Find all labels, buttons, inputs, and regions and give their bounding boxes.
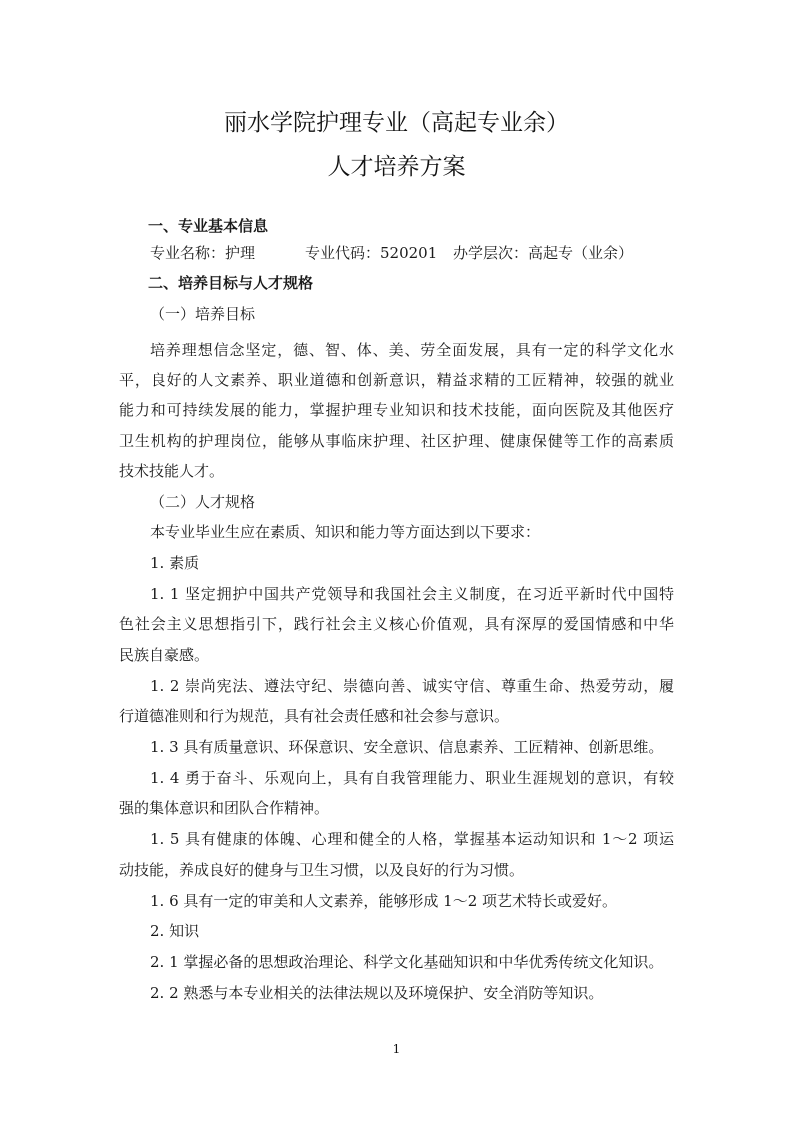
knowledge-heading: 2. 知识 xyxy=(150,922,200,940)
goal-line: 技术技能人才。 xyxy=(119,462,225,480)
goal-line: 平，良好的人文素养、职业道德和创新意识，精益求精的工匠精神，较强的就业 xyxy=(119,371,674,389)
quality-item: 行道德准则和行为规范，具有社会责任感和社会参与意识。 xyxy=(119,707,510,725)
quality-item: 1. 3 具有质量意识、环保意识、安全意识、信息素养、工匠精神、创新思维。 xyxy=(150,738,664,756)
quality-item: 民族自豪感。 xyxy=(119,646,210,664)
quality-item: 1. 6 具有一定的审美和人文素养，能够形成 1～2 项艺术特长或爱好。 xyxy=(150,892,618,910)
page-number: 1 xyxy=(392,1042,401,1056)
subsection-spec: （二）人才规格 xyxy=(150,493,256,511)
goal-line: 培养理想信念坚定，德、智、体、美、劳全面发展，具有一定的科学文化水 xyxy=(150,341,674,359)
section1-heading: 一、专业基本信息 xyxy=(148,217,269,235)
quality-item: 1. 4 勇于奋斗、乐观向上，具有自我管理能力、职业生涯规划的意识，有较 xyxy=(150,769,674,787)
section2-heading: 二、培养目标与人才规格 xyxy=(148,274,314,292)
subsection-goal: （一）培养目标 xyxy=(150,305,256,323)
knowledge-item: 2. 2 熟悉与本专业相关的法律法规以及环境保护、安全消防等知识。 xyxy=(150,984,604,1002)
spec-intro: 本专业毕业生应在素质、知识和能力等方面达到以下要求： xyxy=(150,523,541,541)
quality-item: 色社会主义思想指引下，践行社会主义核心价值观，具有深厚的爱国情感和中华 xyxy=(119,615,674,633)
goal-line: 卫生机构的护理岗位，能够从事临床护理、社区护理、健康保健等工作的高素质 xyxy=(119,432,674,450)
quality-item: 1. 5 具有健康的体魄、心理和健全的人格，掌握基本运动知识和 1～2 项运 xyxy=(150,830,674,848)
education-level: 办学层次：高起专（业余） xyxy=(453,244,634,262)
major-code: 专业代码：520201 xyxy=(305,244,438,262)
basic-info-row xyxy=(150,243,633,263)
quality-item: 动技能，养成良好的健身与卫生习惯，以及良好的行为习惯。 xyxy=(119,861,525,879)
document-subtitle: 人才培养方案 xyxy=(327,154,466,180)
quality-item: 1. 1 坚定拥护中国共产党领导和我国社会主义制度，在习近平新时代中国特 xyxy=(150,585,674,603)
quality-item: 强的集体意识和团队合作精神。 xyxy=(119,799,330,817)
goal-line: 能力和可持续发展的能力，掌握护理专业知识和技术技能，面向医院及其他医疗 xyxy=(119,401,674,419)
major-name: 专业名称：护理 xyxy=(150,244,256,262)
quality-item: 1. 2 崇尚宪法、遵法守纪、崇德向善、诚实守信、尊重生命、热爱劳动，履 xyxy=(150,677,674,695)
document-title: 丽水学院护理专业（高起专业余） xyxy=(224,110,569,136)
knowledge-item: 2. 1 掌握必备的思想政治理论、科学文化基础知识和中华优秀传统文化知识。 xyxy=(150,953,664,971)
quality-heading: 1. 素质 xyxy=(150,554,200,572)
